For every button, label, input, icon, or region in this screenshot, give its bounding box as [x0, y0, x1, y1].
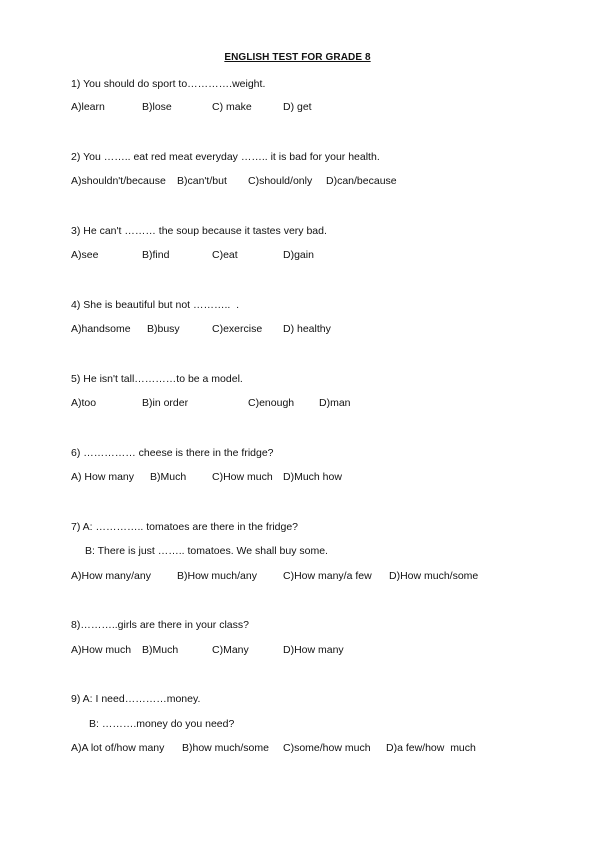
question-4-option-c: C)exercise — [212, 323, 263, 335]
question-2-text: 2) You …….. eat red meat everyday …….. it is bad for your health. — [71, 151, 380, 163]
question-1-option-c: C) make — [212, 101, 252, 113]
question-3-option-b: B)find — [142, 249, 170, 261]
question-8-option-b: B)Much — [142, 644, 179, 656]
question-7-text: 7) A: ………….. tomatoes are there in the fridge? — [71, 521, 299, 533]
question-9-text: 9) A: I need…………money. — [71, 693, 201, 705]
question-2-option-d: D)can/because — [326, 175, 397, 187]
question-6-text: 6) …………… cheese is there in the fridge? — [71, 447, 274, 459]
question-9-option-b: B)how much/some — [182, 742, 269, 754]
question-2-option-a: A)shouldn't/because — [71, 175, 166, 187]
question-7-option-c: C)How many/a few — [283, 570, 372, 582]
question-3-option-c: C)eat — [212, 249, 238, 261]
question-8-option-a: A)How much — [71, 644, 132, 656]
question-4-text: 4) She is beautiful but not ……….. . — [71, 299, 240, 311]
question-9-option-c: C)some/how much — [283, 742, 371, 754]
question-9-option-d: D)a few/how much — [386, 742, 476, 754]
question-1-option-a: A)learn — [71, 101, 105, 113]
question-8-text: 8)………..girls are there in your class? — [71, 619, 249, 631]
question-6-option-d: D)Much how — [283, 471, 342, 483]
question-3-text: 3) He can't ……… the soup because it tastes very bad. — [71, 225, 327, 237]
question-8-option-d: D)How many — [283, 644, 344, 656]
question-3-option-d: D)gain — [283, 249, 314, 261]
question-7-option-d: D)How much/some — [389, 570, 479, 582]
question-5-text: 5) He isn't tall…………to be a model. — [71, 373, 243, 385]
question-7-option-b: B)How much/any — [177, 570, 257, 582]
question-2-option-b: B)can't/but — [177, 175, 227, 187]
question-6-option-b: B)Much — [150, 471, 187, 483]
question-7-option-a: A)How many/any — [71, 570, 151, 582]
question-5-option-c: C)enough — [248, 397, 295, 409]
question-1-option-b: B)lose — [142, 101, 172, 113]
question-6-option-a: A) How many — [71, 471, 135, 483]
question-1-text: 1) You should do sport to………….weight. — [71, 78, 266, 90]
question-3-option-a: A)see — [71, 249, 99, 261]
question-9-option-a: A)A lot of/how many — [71, 742, 165, 754]
question-7-subtext: B: There is just …….. tomatoes. We shall buy some. — [85, 545, 328, 557]
question-4-option-a: A)handsome — [71, 323, 131, 335]
question-5-option-b: B)in order — [142, 397, 189, 409]
question-4-option-d: D) healthy — [283, 323, 331, 335]
question-4-option-b: B)busy — [147, 323, 180, 335]
page-title: ENGLISH TEST FOR GRADE 8 — [224, 52, 371, 63]
question-9-subtext: B: ……….money do you need? — [89, 718, 235, 730]
question-5-option-d: D)man — [319, 397, 351, 409]
question-5-option-a: A)too — [71, 397, 97, 409]
question-6-option-c: C)How much — [212, 471, 273, 483]
question-2-option-c: C)should/only — [248, 175, 313, 187]
question-8-option-c: C)Many — [212, 644, 249, 656]
question-1-option-d: D) get — [283, 101, 312, 113]
